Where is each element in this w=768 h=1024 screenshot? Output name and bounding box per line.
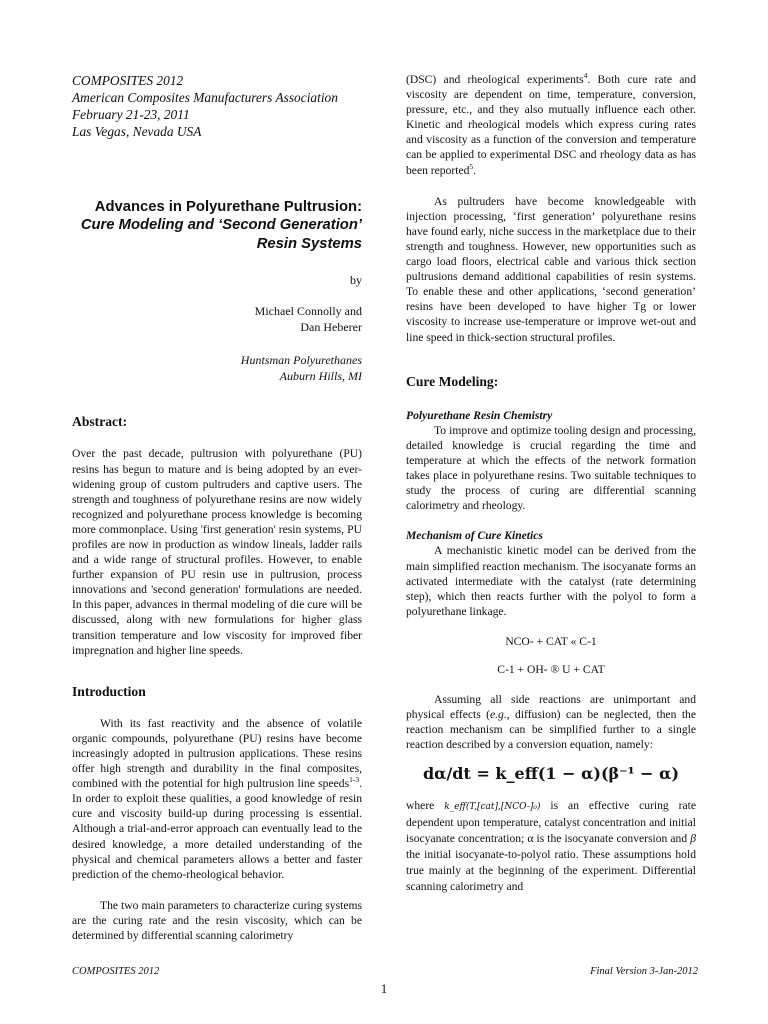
cure-kinetics-text: A mechanistic kinetic model can be derived from the main simplified reaction mechanism. The isocyanate forms an activated intermediate with the catalyst (rate determining step), which then reacts further with the polyol to form a polyurethane linkage. bbox=[406, 544, 696, 618]
introduction-paragraph-1: With its fast reactivity and the absence of volatile organic compounds, polyurethane (PU) resins have become increasingly adopted in pultrusion applications. These resins offer high strength and durability in the final composites, combined with the potential for high pultrusion line speeds$^{1-3}$. In order to exploit these qualities, a good knowledge of resin cure and viscosity build-up during processing is essential. Although a trial-and-error approach can eventually lead to the desired knowledge, a more detailed understanding of the physical and chemical parameters allows a better and faster prediction of the chemo-rheological behavior. bbox=[72, 716, 362, 881]
reaction-equation-2: C-1 + OH- ® U + CAT bbox=[497, 663, 605, 676]
introduction-paragraph-2: The two main parameters to characterize curing systems are the curing rate and the resin viscosity, which can be determined by differential scanning calorimetry bbox=[72, 898, 362, 943]
author-1: Michael Connolly and bbox=[254, 304, 362, 319]
reaction-equation-1: NCO- + CAT « C-1 bbox=[505, 634, 597, 648]
title-line-2: Cure Modeling and ‘Second Generation’ bbox=[80, 217, 362, 234]
rate-equation: dα/dt = k_eff(1 − α)(β⁻¹ − α) bbox=[422, 764, 680, 784]
abstract-text: Over the past decade, pultrusion with polyurethane (PU) resins has begun to mature and is being adopted by an ever-widening group of custom pultruders and captive users. The strength and toughness of polyurethane resins are now widely recognized and polyurethane process knowledge is becoming more commonplace. Using 'first generation' resin systems, PU profiles are now in production as window lineals, ladder rails and a wide range of structural profiles. However, to enable further expansion of PU resin use in pultrusion, process innovations and 'second generation' formulations are needed. In this paper, advances in thermal modeling of die cure will be discussed, along with new formulations for higher glass transition temperature and low viscosity for improved fiber impregnation and higher line speeds. bbox=[72, 447, 362, 657]
right-column bbox=[406, 72, 696, 895]
abstract-heading: Abstract: bbox=[72, 414, 128, 430]
assumption-paragraph: Assuming all side reactions are unimportant and physical effects (e.g., diffusion) can be neglected, then the reaction mechanism can be simplified further to a single reaction described by a conversion equation, namely: bbox=[406, 693, 696, 752]
cure-kinetics-subheading: Mechanism of Cure Kinetics bbox=[406, 529, 543, 543]
keff-symbol: k_eff(T,[cat],[NCO-]₀) bbox=[444, 801, 541, 812]
by-label: by bbox=[350, 273, 362, 288]
author-2: Dan Heberer bbox=[300, 319, 362, 334]
conference-name: COMPOSITES 2012 bbox=[72, 73, 184, 88]
conference-info bbox=[72, 72, 362, 140]
right-paragraph-1: (DSC) and rheological experiments$^4$. Both cure rate and viscosity are dependent on time, temperature, conversion, pressure, etc., and they also mutually influence each other. Kinetic and rheological models which express curing rates and viscosity as a function of the conversion and temperature can be applied to experimental DSC and rheology data as has been reported$^5$. bbox=[406, 71, 696, 177]
footer-left: COMPOSITES 2012 bbox=[72, 966, 160, 977]
paper-title bbox=[72, 198, 362, 253]
citation-ref: 5 bbox=[469, 161, 474, 171]
where-paragraph: where k_eff(T,[cat],[NCO-]₀) is an effective curing rate dependent upon temperature, catalyst concentration and initial isocyanate concentration; α is the isocyanate conversion and β the initial isocyanate-to-polyol ratio. These assumptions hold true mainly at the beginning of the experiment. Differential scanning calorimetry and bbox=[406, 798, 696, 893]
page-number: 1 bbox=[380, 981, 388, 996]
cure-modeling-heading: Cure Modeling: bbox=[406, 373, 499, 389]
footer-right: Final Version 3-Jan-2012 bbox=[590, 966, 698, 977]
conference-dates: February 21-23, 2011 bbox=[72, 107, 190, 122]
resin-chemistry-text: To improve and optimize tooling design and processing, detailed knowledge is crucial regarding the time and temperature at which the effects of the network formation takes place in polyurethane resins. Two suitable techniques to study the process of curing are differential scanning calorimetry and rheology. bbox=[406, 423, 696, 513]
introduction-heading: Introduction bbox=[72, 683, 146, 699]
affiliation-company: Huntsman Polyurethanes bbox=[240, 353, 362, 368]
organization-name: American Composites Manufacturers Association bbox=[72, 90, 338, 105]
resin-chemistry-subheading: Polyurethane Resin Chemistry bbox=[406, 408, 553, 422]
citation-ref: 4 bbox=[583, 71, 588, 81]
title-line-1: Advances in Polyurethane Pultrusion: bbox=[94, 199, 362, 215]
citation-ref: 1-3 bbox=[349, 775, 360, 785]
affiliation bbox=[72, 353, 362, 384]
affiliation-location: Auburn Hills, MI bbox=[279, 368, 362, 383]
beta-symbol: β bbox=[690, 831, 696, 845]
conference-location: Las Vegas, Nevada USA bbox=[72, 124, 202, 139]
title-line-3: Resin Systems bbox=[256, 235, 362, 252]
right-paragraph-2: As pultruders have become knowledgeable with injection processing, ‘first generation’ polyurethane resins have found early, niche success in the marketplace due to their strength and toughness. However, new opportunities such as cargo load floors, electrical cable and various thick section pultrusions demand additional capabilities of resin systems. To enable these and other applications, ‘second generation’ resins have been developed to have higher Tg or lower viscosity to increase use-temperature or improve wet-out and line speed in thick-section structural profiles. bbox=[406, 194, 696, 344]
authors bbox=[72, 304, 362, 335]
left-column bbox=[72, 72, 362, 943]
